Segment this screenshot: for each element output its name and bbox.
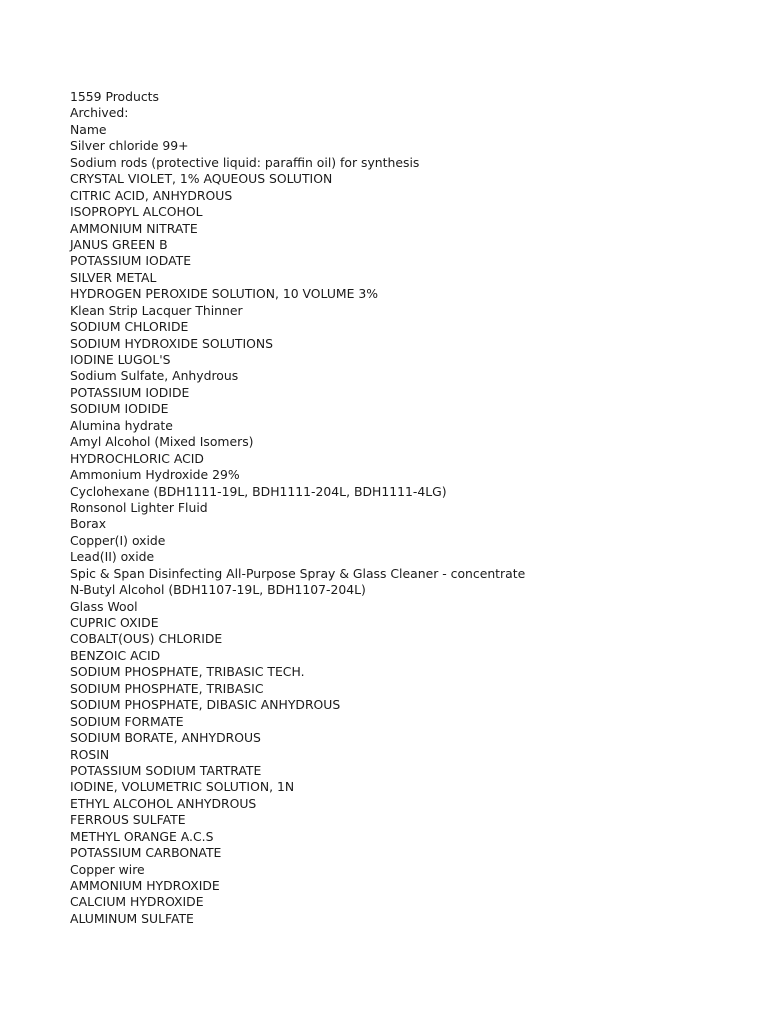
- product-name: CUPRIC OXIDE: [70, 615, 159, 630]
- product-name: POTASSIUM IODATE: [70, 253, 192, 269]
- product-name: POTASSIUM CARBONATE: [70, 845, 222, 861]
- product-name: Spic & Span Disinfecting All-Purpose Spray & Glass Cleaner - concentrate: [70, 565, 526, 581]
- product-name: Sodium Sulfate, Anhydrous: [70, 368, 239, 384]
- product-name: AMMONIUM HYDROXIDE: [70, 878, 220, 893]
- product-name: Alumina hydrate: [70, 417, 173, 433]
- product-name: Ronsonol Lighter Fluid: [70, 499, 208, 515]
- product-listing-page: [70, 89, 750, 927]
- product-name: SILVER METAL: [70, 269, 157, 285]
- product-name: CITRIC ACID, ANHYDROUS: [70, 187, 233, 203]
- product-name: Lead(II) oxide: [70, 549, 155, 565]
- product-name: Copper wire: [70, 861, 145, 877]
- product-name: IODINE LUGOL'S: [70, 352, 171, 367]
- product-name: SODIUM HYDROXIDE SOLUTIONS: [70, 335, 274, 351]
- product-name: ALUMINUM SULFATE: [70, 910, 194, 926]
- product-name: CRYSTAL VIOLET, 1% AQUEOUS SOLUTION: [70, 171, 333, 187]
- product-name: Klean Strip Lacquer Thinner: [70, 302, 243, 318]
- product-name: SODIUM BORATE, ANHYDROUS: [70, 730, 261, 746]
- product-name: SODIUM PHOSPHATE, TRIBASIC TECH.: [70, 664, 305, 680]
- product-name: BENZOIC ACID: [70, 647, 161, 663]
- product-name: HYDROCHLORIC ACID: [70, 450, 204, 466]
- product-name: METHYL ORANGE A.C.S: [70, 828, 214, 844]
- product-name: IODINE, VOLUMETRIC SOLUTION, 1N: [70, 779, 295, 795]
- product-name: AMMONIUM NITRATE: [70, 220, 198, 236]
- product-name: HYDROGEN PEROXIDE SOLUTION, 10 VOLUME 3%: [70, 286, 379, 302]
- product-name: SODIUM IODIDE: [70, 401, 169, 417]
- product-name: ETHYL ALCOHOL ANHYDROUS: [70, 795, 257, 811]
- product-name: POTASSIUM IODIDE: [70, 384, 190, 400]
- product-name: Glass Wool: [70, 598, 138, 614]
- product-name: Copper(I) oxide: [70, 532, 166, 548]
- product-name: SODIUM PHOSPHATE, TRIBASIC: [70, 680, 264, 696]
- product-name: Silver chloride 99+: [70, 138, 189, 154]
- product-name: Sodium rods (protective liquid: paraffin oil) for synthesis: [70, 154, 420, 170]
- product-name: SODIUM CHLORIDE: [70, 319, 189, 335]
- product-name: ROSIN: [70, 746, 110, 762]
- product-name: ISOPROPYL ALCOHOL: [70, 204, 203, 220]
- product-name: Cyclohexane (BDH1111-19L, BDH1111-204L, BDH1111-4LG): [70, 483, 447, 499]
- product-list: [70, 138, 750, 927]
- archived-label: Archived:: [70, 105, 129, 121]
- product-name: Amyl Alcohol (Mixed Isomers): [70, 434, 254, 450]
- product-name: FERROUS SULFATE: [70, 812, 186, 828]
- product-name: Borax: [70, 516, 107, 532]
- product-name: N-Butyl Alcohol (BDH1107-19L, BDH1107-204L): [70, 582, 366, 598]
- product-name: SODIUM FORMATE: [70, 713, 184, 729]
- product-name: CALCIUM HYDROXIDE: [70, 894, 204, 910]
- product-name: JANUS GREEN B: [70, 236, 168, 252]
- product-name: COBALT(OUS) CHLORIDE: [70, 631, 223, 647]
- product-name: Ammonium Hydroxide 29%: [70, 467, 240, 483]
- product-count: 1559 Products: [70, 89, 159, 104]
- product-name: POTASSIUM SODIUM TARTRATE: [70, 762, 262, 778]
- product-name: SODIUM PHOSPHATE, DIBASIC ANHYDROUS: [70, 697, 341, 713]
- name-column-header: Name: [70, 121, 107, 137]
